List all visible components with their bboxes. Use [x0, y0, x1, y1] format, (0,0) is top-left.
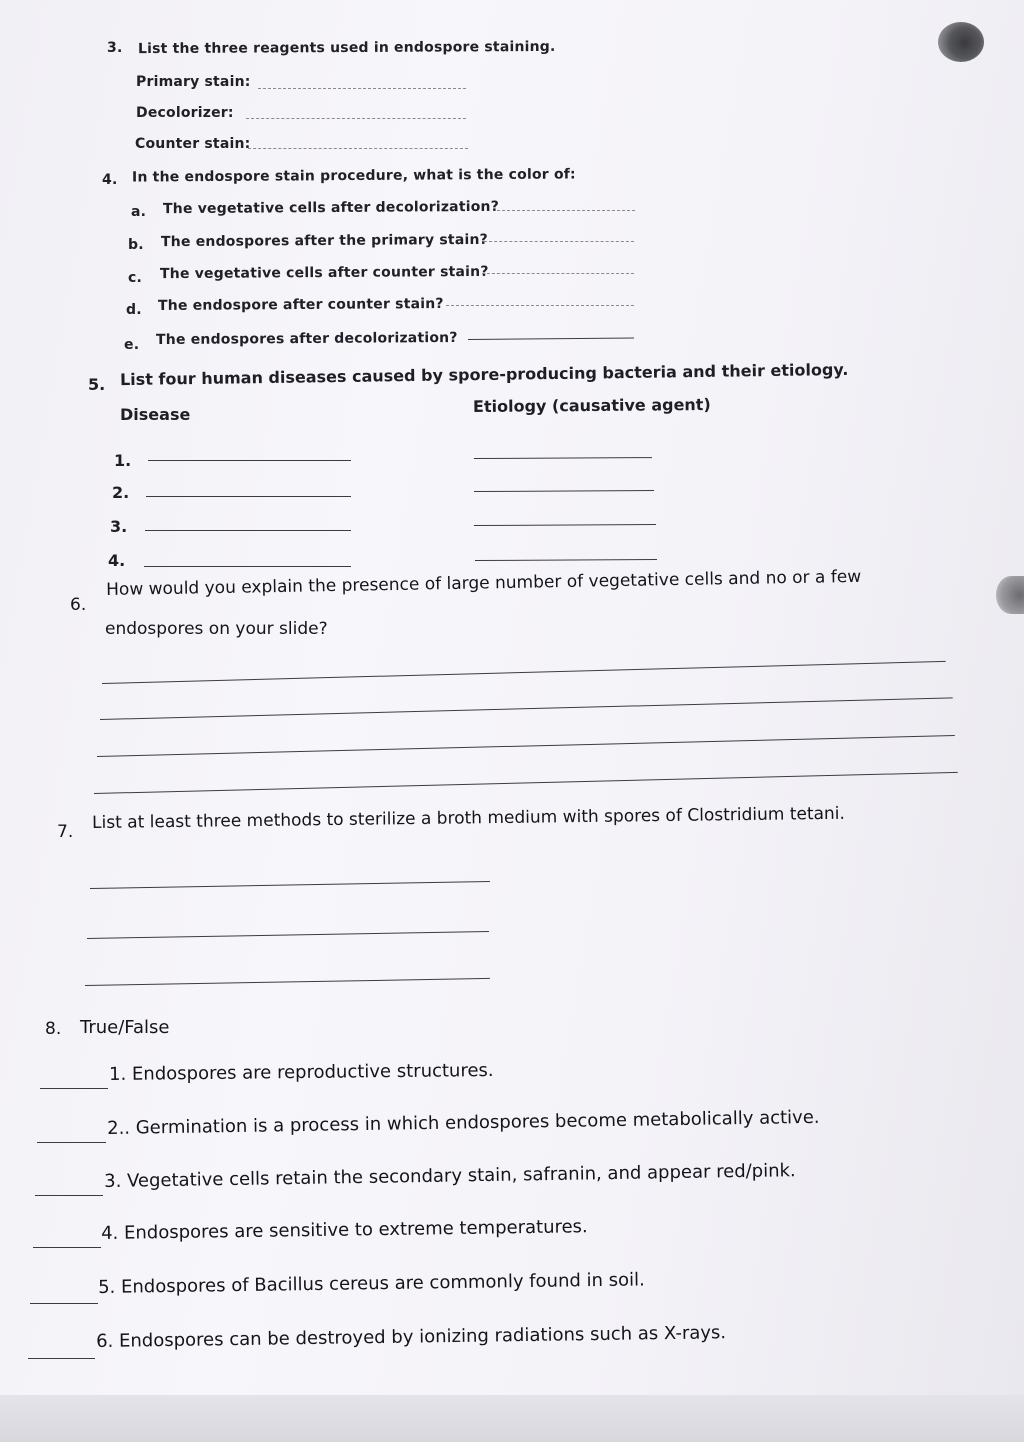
q4d-letter: d. — [126, 302, 142, 318]
q4e-text: The endospores after decolorization? — [155, 329, 458, 349]
q3-decolorizer-label: Decolorizer: — [136, 105, 234, 121]
q8-answer-blank-6[interactable] — [28, 1358, 95, 1359]
q6-text-line1: How would you explain the presence of large number of vegetative cells and no or a few — [106, 566, 862, 600]
q4-text: In the endospore stain procedure, what is the color of: — [131, 166, 576, 186]
q8-answer-blank-1[interactable] — [40, 1088, 108, 1089]
q6-number: 6. — [70, 595, 87, 615]
q8-answer-blank-3[interactable] — [35, 1195, 103, 1196]
q4a-blank[interactable] — [497, 210, 635, 211]
q5-col-disease: Disease — [120, 405, 191, 424]
q5-col-etiology: Etiology (causative agent) — [472, 394, 711, 417]
q8-title: True/False — [80, 1017, 170, 1038]
q3-primary-stain-blank[interactable] — [258, 88, 466, 89]
q8-answer-blank-4[interactable] — [33, 1247, 101, 1248]
q8-statement-5: 5. Endospores of Bacillus cereus are commonly found in soil. — [98, 1269, 645, 1298]
punch-hole-middle — [996, 576, 1024, 614]
q4a-text: The vegetative cells after decolorization? — [162, 198, 500, 218]
q6-text-line2: endospores on your slide? — [105, 619, 328, 639]
q8-answer-blank-5[interactable] — [30, 1303, 98, 1304]
q4e-letter: e. — [124, 337, 140, 353]
q3-decolorizer-blank[interactable] — [246, 118, 466, 119]
q4c-blank[interactable] — [482, 273, 634, 274]
punch-hole-top — [938, 22, 984, 62]
q4c-letter: c. — [128, 270, 143, 286]
q8-answer-blank-2[interactable] — [37, 1142, 106, 1143]
q4b-text: The endospores after the primary stain? — [160, 231, 488, 251]
page-bottom-shadow — [0, 1395, 1024, 1442]
q5-row-1-disease-blank[interactable] — [148, 460, 351, 461]
q5-number: 5. — [88, 375, 106, 394]
q5-row-4-disease-blank[interactable] — [144, 566, 351, 567]
q3-primary-stain-label: Primary stain: — [136, 74, 251, 90]
q8-statement-4: 4. Endospores are sensitive to extreme temperatures. — [101, 1216, 588, 1244]
q5-row-1-number: 1. — [114, 451, 132, 470]
q5-row-2-number: 2. — [112, 483, 130, 502]
q4c-text: The vegetative cells after counter stain? — [159, 263, 489, 283]
q5-row-3-number: 3. — [110, 517, 128, 536]
q5-row-4-number: 4. — [108, 551, 126, 570]
q7-number: 7. — [57, 822, 74, 842]
q4d-blank[interactable] — [446, 305, 634, 306]
q8-statement-6: 6. Endospores can be destroyed by ionizing radiations such as X-rays. — [96, 1322, 727, 1352]
q8-statement-2: 2.. Germination is a process in which endospores become metabolically active. — [107, 1106, 820, 1139]
q5-row-3-disease-blank[interactable] — [145, 530, 351, 531]
q3-number: 3. — [107, 40, 123, 56]
q4b-letter: b. — [128, 237, 144, 253]
q5-row-2-disease-blank[interactable] — [146, 496, 351, 497]
q4-number: 4. — [102, 172, 118, 188]
q3-counter-stain-blank[interactable] — [248, 148, 468, 149]
q5-text: List four human diseases caused by spore-producing bacteria and their etiology. — [119, 359, 849, 390]
q3-text: List the three reagents used in endospore staining. — [137, 38, 556, 58]
q8-statement-3: 3. Vegetative cells retain the secondary stain, safranin, and appear red/pink. — [104, 1160, 796, 1192]
q8-number: 8. — [45, 1019, 62, 1039]
q7-text: List at least three methods to sterilize a broth medium with spores of Clostridium tetani. — [92, 803, 846, 833]
q4b-blank[interactable] — [484, 241, 634, 242]
q4d-text: The endospore after counter stain? — [157, 296, 444, 314]
q4a-letter: a. — [131, 204, 147, 220]
q8-statement-1: 1. Endospores are reproductive structures. — [109, 1059, 494, 1085]
q3-counter-stain-label: Counter stain: — [135, 136, 251, 152]
